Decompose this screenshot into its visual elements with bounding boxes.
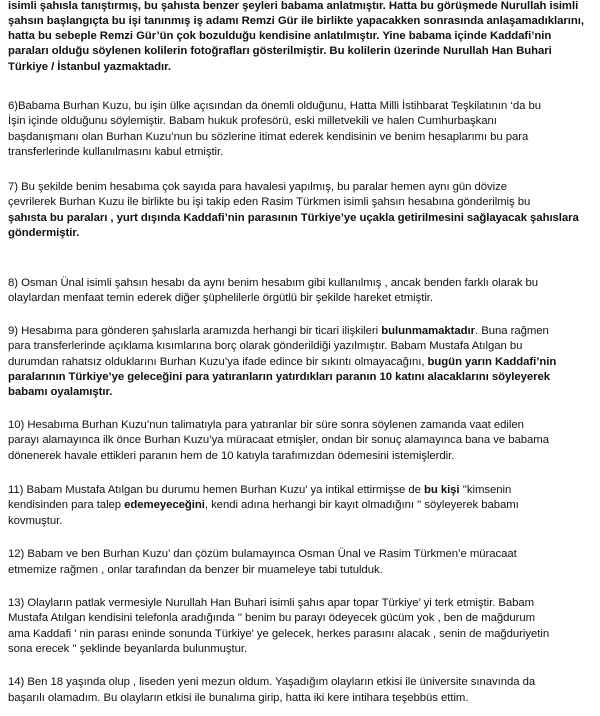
text-run: kendisinden para talep — [8, 499, 125, 511]
text-run: ama Kaddafi ' nin parası eninde sonunda Türkiye' ye gelecek, herkes parasını alacak , senin de mağduriyetin — [8, 628, 550, 640]
text-run: 8) Osman Ünal isimli şahsın hesabı da aynı benim hesabım gibi kullanılmış , ancak benden farklı olarak bu — [8, 277, 539, 289]
text-line — [8, 195, 530, 210]
text-line — [8, 0, 578, 14]
text-run: olaylardan menfaat temin ederek diğer şüphelilerle örgütlü bir şekilde hareket etmiştir. — [8, 292, 433, 304]
text-run: şahsın başlangıçta bu işi tanınmış iş adamı Remzi Gür ile birlikte yapacakken sonrasında anlaşamadıklarını, — [8, 15, 584, 27]
text-run: bulunmamaktadır — [381, 325, 476, 337]
text-run: bugün yarın Kaddafi’nin — [427, 356, 557, 368]
text-run: babamı oyalamıştır. — [8, 386, 113, 398]
text-run: hatta bu sebeple Remzi Gür’ün çok bozulduğu kendisine anlatılmıştır. Yine babama içinde Kaddafi’nin — [8, 30, 552, 42]
text-run: 11) Babam Mustafa Atılgan bu durumu hemen Burhan Kuzu’ ya intikal ettirmişse de — [8, 484, 424, 496]
text-run: İşin içinde olduğunu söylemiştir. Babam hukuk profesörü, eski milletvekili ve halen Cumhurbaşkanı — [8, 115, 497, 127]
text-line — [8, 385, 112, 400]
text-line — [8, 339, 522, 354]
text-run: çevrilerek Burhan Kuzu ile birlikte bu işi takip eden Rasim Türkmen isimli şahsın hesabına gönderilmiş bu — [8, 196, 531, 208]
text-run: Mustafa Atılgan kendisini telefonla aradığında '' benim bu parayı ödeyecek gücüm yok , ben de mağdurum — [8, 612, 536, 624]
text-run: durumdan rahatsız olduklarını Burhan Kuzu’ya ifade edince bir sıkıntı olmayacağını, — [8, 356, 428, 368]
text-run: bu kişi — [423, 484, 460, 496]
text-run: 13) Olayların patlak vermesiyle Nurullah Han Buhari isimli şahıs apar topar Türkiye’ yi terk etmiştir. Babam — [8, 597, 535, 609]
text-line — [8, 563, 383, 578]
text-line — [8, 180, 507, 195]
text-line — [8, 29, 551, 44]
text-run: para transferlerinde açıklama kısımlarına borç olarak gönderildiği yazılmıştır. Babam Mustafa Atılgan bu — [8, 340, 523, 352]
text-run: şahısta bu paraları , yurt dışında Kaddafi’nin parasının Türkiye’ye uçakla getirilmesini sağlayacak şahıslara — [8, 212, 579, 224]
text-line — [8, 596, 534, 611]
text-run: Türkiye / İstanbul yazmaktadır. — [8, 61, 171, 73]
text-run: ''kimsenin — [459, 484, 512, 496]
text-run: isimli şahısla tanıştırmış, bu şahısta benzer şeyleri babama anlatmıştır. Hatta bu görüşmede Nurullah isimli — [8, 0, 579, 12]
text-run: parayı alamayınca ilk önce Burhan Kuzu’ya müracaat etmişler, ondan bir sonuç alamayınca bana ve babama — [8, 434, 549, 446]
text-line — [8, 130, 528, 145]
text-line — [8, 291, 433, 306]
text-run: dönenerek havale ettikleri paranın hem de 10 katıyla tarafımızdan ödemesini istemişlerdir. — [8, 450, 455, 462]
text-run: transferlerinde kullanılmasını kabul etmiştir. — [8, 146, 224, 158]
text-line — [8, 483, 511, 498]
text-line — [8, 449, 454, 464]
text-line — [8, 44, 552, 59]
text-run: 9) Hesabıma para gönderen şahıslarla aramızda herhangi bir ticari ilişkileri — [8, 325, 382, 337]
text-line — [8, 226, 79, 241]
text-line — [8, 60, 171, 75]
text-line — [8, 691, 468, 706]
text-line — [8, 514, 62, 529]
text-line — [8, 99, 541, 114]
text-run: 7) Bu şekilde benim hesabıma çok sayıda para havalesi yapılmış, bu paralar hemen aynı gün dövize — [8, 181, 508, 193]
text-line — [8, 611, 535, 626]
text-line — [8, 642, 247, 657]
text-run: 14) Ben 18 yaşında olup , liseden yeni mezun oldum. Yaşadığım olayların etkisi ile üniversite sınavında da — [8, 676, 536, 688]
text-line — [8, 114, 497, 129]
text-line — [8, 276, 538, 291]
text-run: 12) Babam ve ben Burhan Kuzu’ dan çözüm bulamayınca Osman Ünal ve Rasim Türkmen’e müracaat — [8, 548, 517, 560]
text-line — [8, 324, 549, 339]
text-run: etmemize rağmen , onlar tarafından da benzer bir muameleye tabi tutulduk. — [8, 564, 383, 576]
text-run: başdanışmanı olan Burhan Kuzu’nun bu sözlerine itimat ederek kendisinin ve benim hesaplarımı bu para — [8, 131, 529, 143]
text-run: paralarının Türkiye’ye geleceğini para yatıranların yatırdıkları paranın 10 katını alacaklarını söyleyerek — [8, 371, 550, 383]
text-line — [8, 627, 549, 642]
text-run: . Buna rağmen — [475, 325, 549, 337]
text-run: sona erecek '' şeklinde beyanlarda bulunmuştur. — [8, 643, 248, 655]
text-line — [8, 547, 517, 562]
text-line — [8, 370, 550, 385]
text-line — [8, 211, 579, 226]
text-run: göndermiştir. — [8, 227, 80, 239]
text-run: başarılı olamadım. Bu olayların etkisi ile bunalıma girip, hatta iki kere intihara teşebbüs ettim. — [8, 692, 469, 704]
text-run: , kendi adına herhangi bir kayıt olmadığını '' söyleyerek babamı — [204, 499, 519, 511]
text-line — [8, 355, 556, 370]
text-line — [8, 418, 524, 433]
text-line — [8, 14, 584, 29]
text-line — [8, 433, 549, 448]
text-run: kovmuştur. — [8, 515, 63, 527]
text-run: 6)Babama Burhan Kuzu, bu işin ülke açısından da önemli olduğunu, Hatta Milli İstihbarat Teşkilatının ‘da bu — [8, 100, 541, 112]
text-run: edemeyeceğini — [124, 499, 205, 511]
text-line — [8, 145, 223, 160]
text-line — [8, 498, 519, 513]
text-run: 10) Hesabıma Burhan Kuzu’nun talimatıyla para yatıranlar bir süre sonra söylenen zamanda vaat edilen — [8, 419, 524, 431]
text-line — [8, 675, 535, 690]
text-run: paraları olduğu söylenen kolilerin fotoğrafları gösterilmiştir. Bu kolilerin üzerinde Nurullah Han Buhari — [8, 45, 552, 57]
